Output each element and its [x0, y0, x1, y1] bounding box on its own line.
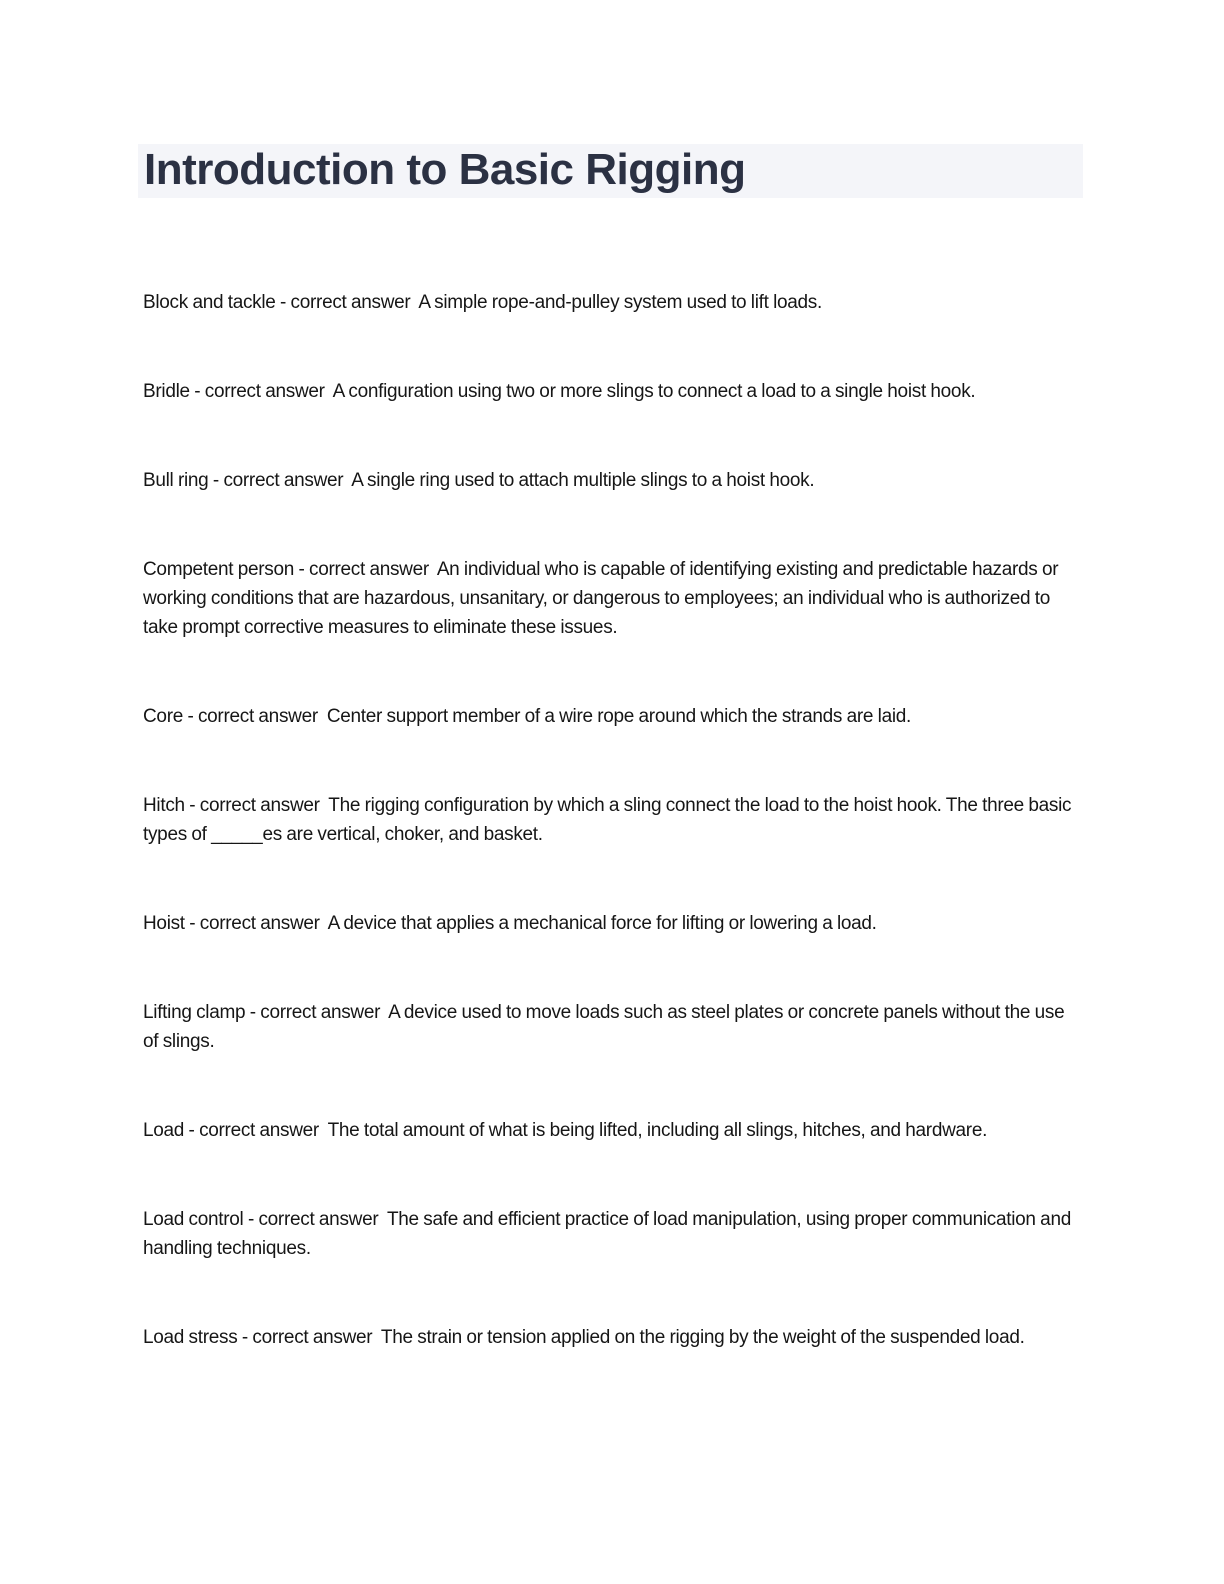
separator: - correct answer	[184, 795, 329, 816]
term: Load control	[143, 1209, 244, 1230]
term: Load stress	[143, 1327, 238, 1348]
separator: - correct answer	[237, 1327, 381, 1348]
definition-entry-hitch	[143, 791, 1079, 849]
page-title: Introduction to Basic Rigging	[144, 145, 746, 194]
term: Block and tackle	[143, 292, 276, 313]
definition: A single ring used to attach multiple slings to a hoist hook.	[351, 470, 815, 491]
term: Bridle	[143, 381, 190, 402]
definition-entry-competent-person	[143, 555, 1079, 642]
definition-entry-load-control	[143, 1205, 1079, 1263]
definition: The rigging configuration by which a sling connect the load to the hoist hook. The three basic types of _____es are vertical, choker, and basket.	[143, 795, 1076, 845]
definition-entry-load	[143, 1116, 1079, 1145]
definition-entry-bridle	[143, 377, 1079, 406]
term: Competent person	[143, 559, 295, 580]
definition-entry-lifting-clamp	[143, 998, 1079, 1056]
definition-entry-core	[143, 702, 1079, 731]
term: Lifting clamp	[143, 1002, 246, 1023]
definition-entry-block-and-tackle	[143, 288, 1079, 317]
term: Core	[143, 706, 183, 727]
separator: - correct answer	[184, 913, 328, 934]
definition: The safe and efficient practice of load manipulation, using proper communication and handling techniques.	[143, 1209, 1076, 1259]
definition: An individual who is capable of identifying existing and predictable hazards or working conditions that are hazardous, unsanitary, or dangerous to employees; an individual who is authorized to take prompt corrective measures to eliminate these issues.	[143, 559, 1063, 638]
definition: A simple rope-and-pulley system used to lift loads.	[418, 292, 822, 313]
definition-entry-hoist	[143, 909, 1079, 938]
term: Bull ring	[143, 470, 209, 491]
definition: A device used to move loads such as steel plates or concrete panels without the use of slings.	[143, 1002, 1069, 1052]
separator: - correct answer	[189, 381, 333, 402]
definition: The total amount of what is being lifted, including all slings, hitches, and hardware.	[327, 1120, 988, 1141]
definition-entry-bull-ring	[143, 466, 1079, 495]
term: Hitch	[143, 795, 185, 816]
separator: - correct answer	[294, 559, 437, 580]
definition: Center support member of a wire rope around which the strands are laid.	[326, 706, 912, 727]
title-band	[138, 144, 1083, 198]
definition: The strain or tension applied on the rigging by the weight of the suspended load.	[380, 1327, 1025, 1348]
separator: - correct answer	[243, 1209, 387, 1230]
separator: - correct answer	[245, 1002, 389, 1023]
term: Hoist	[143, 913, 185, 934]
separator: - correct answer	[275, 292, 419, 313]
separator: - correct answer	[184, 1120, 328, 1141]
definition: A device that applies a mechanical force for lifting or lowering a load.	[327, 913, 877, 934]
term: Load	[143, 1120, 185, 1141]
separator: - correct answer	[182, 706, 327, 727]
definition-entry-load-stress	[143, 1323, 1079, 1352]
separator: - correct answer	[208, 470, 352, 491]
definition: A configuration using two or more slings to connect a load to a single hoist hook.	[332, 381, 976, 402]
